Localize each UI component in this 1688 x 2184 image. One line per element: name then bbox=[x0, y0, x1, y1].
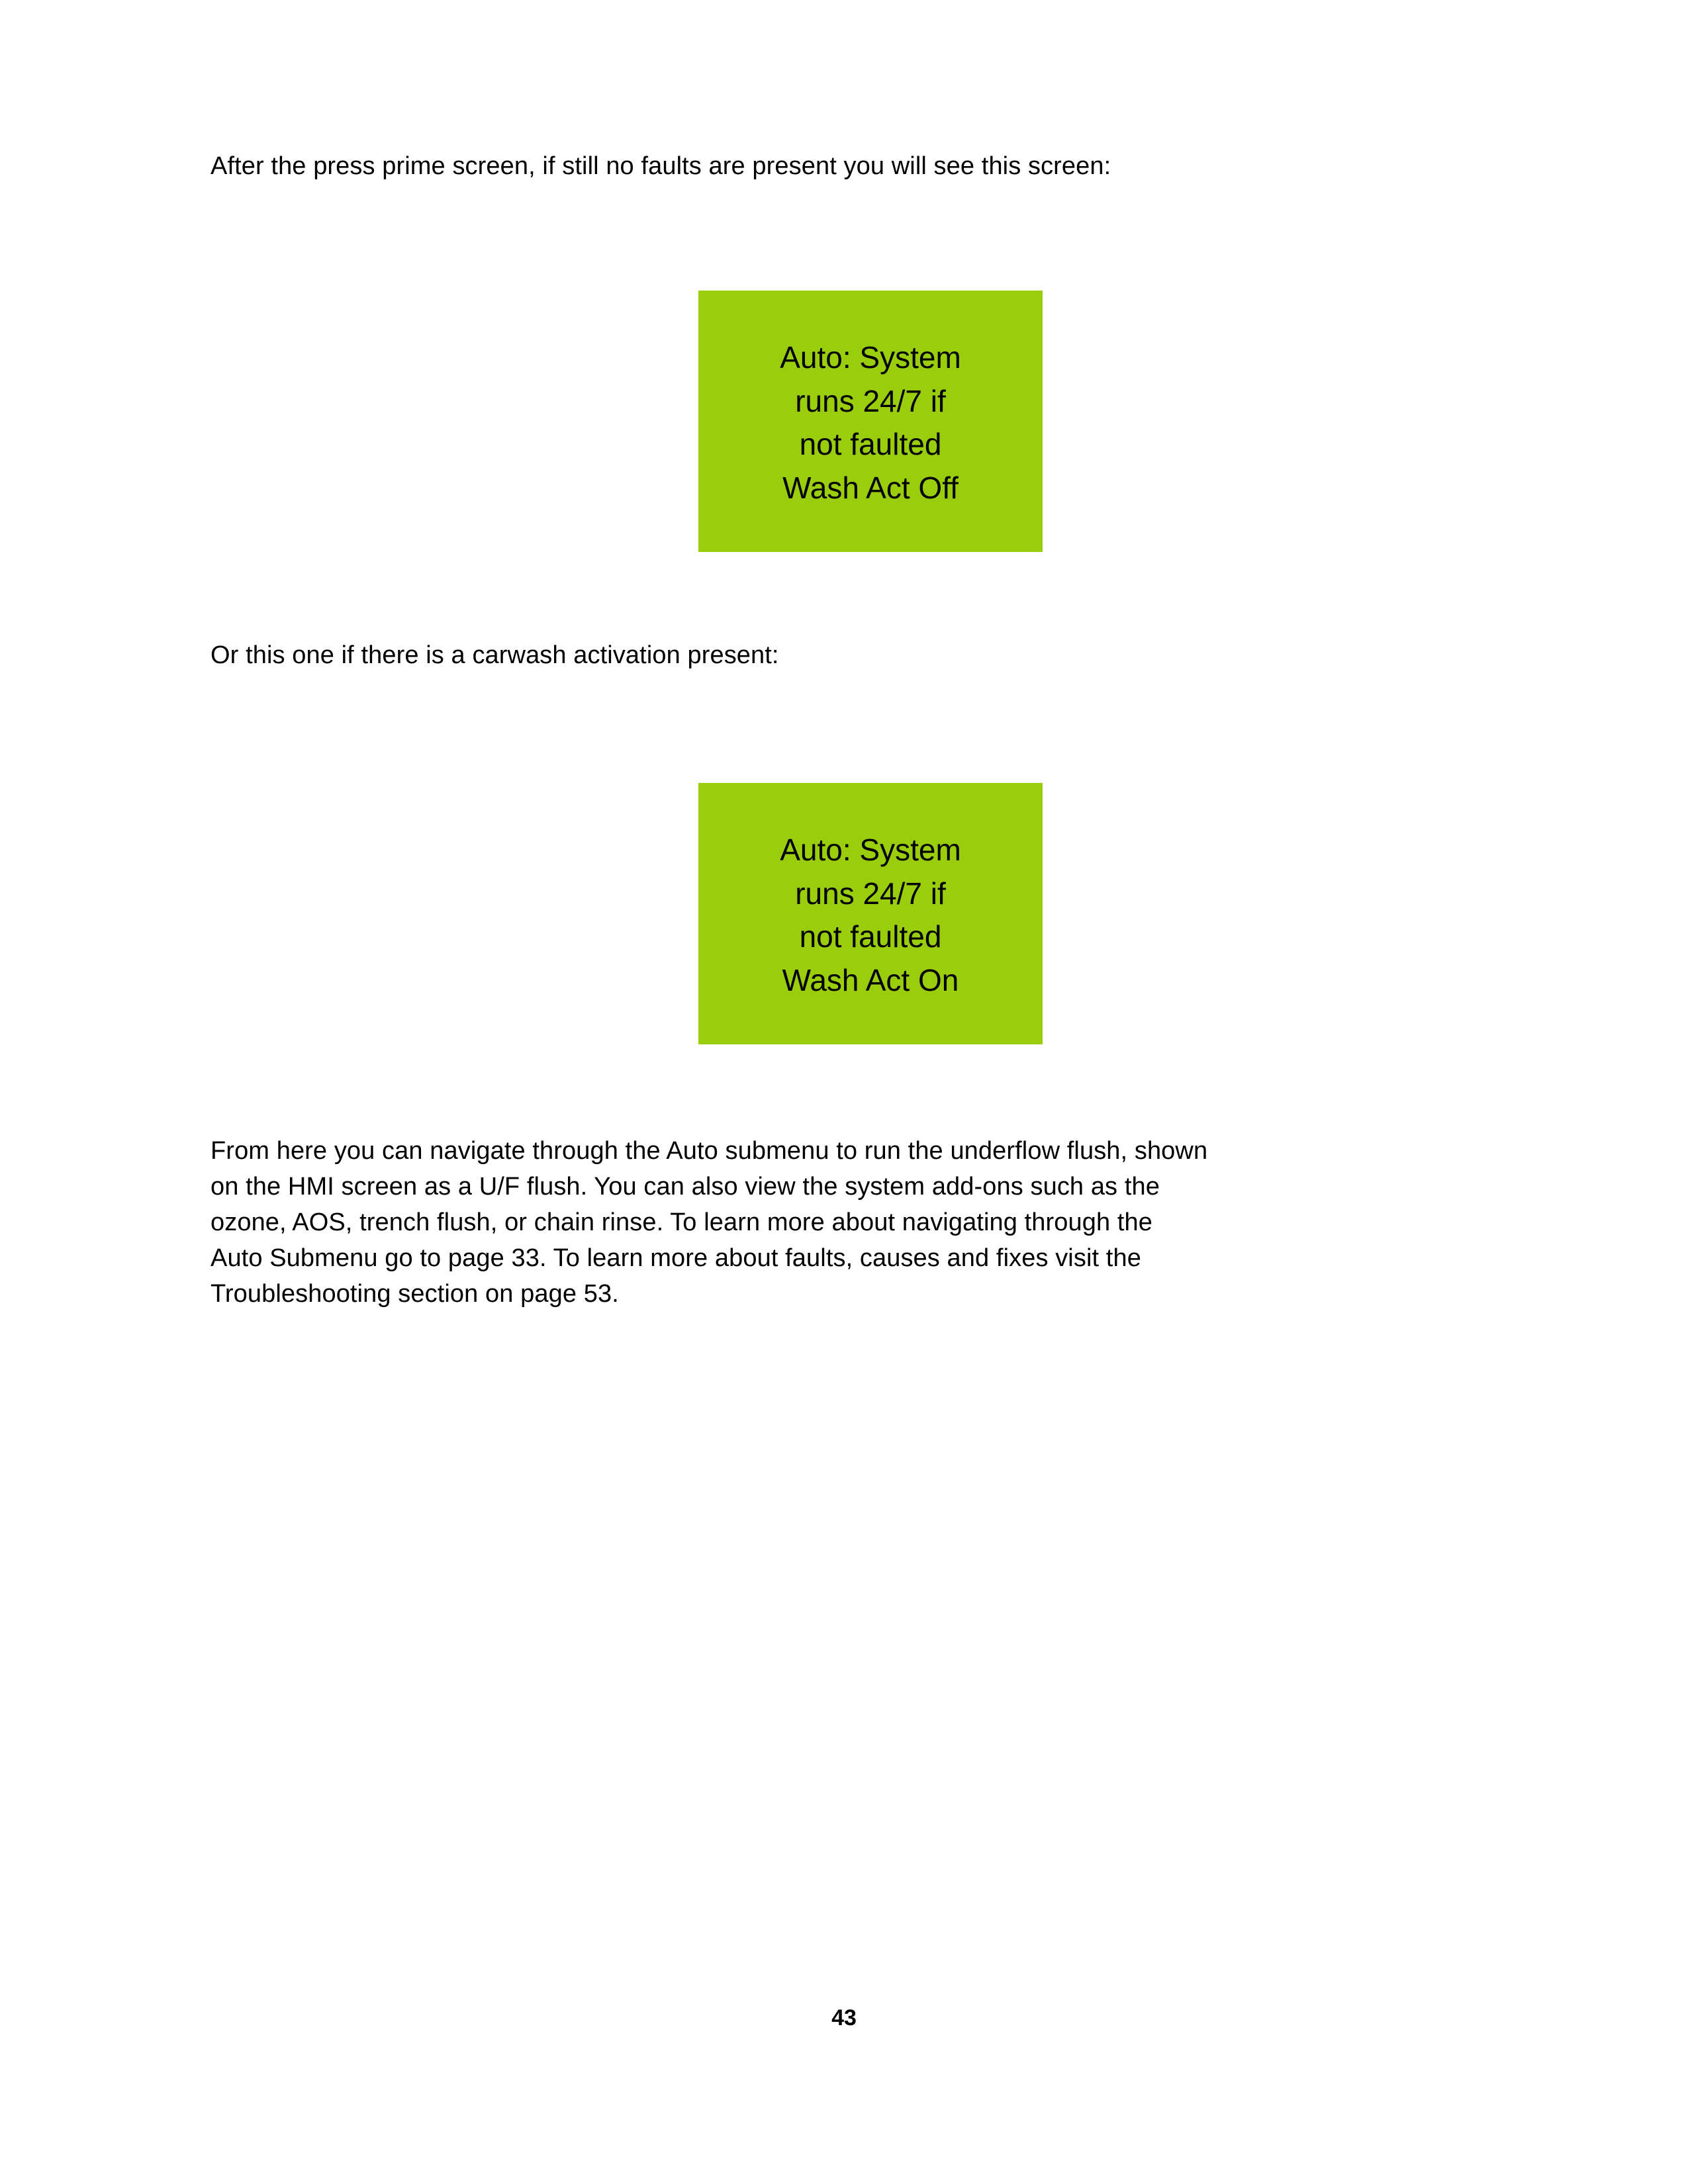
page-content bbox=[211, 149, 1498, 1312]
hmi-line: runs 24/7 if bbox=[795, 876, 946, 911]
closing-line: ozone, AOS, trench flush, or chain rinse. To learn more about navigating through the bbox=[211, 1208, 1153, 1236]
spacer bbox=[211, 1044, 1498, 1134]
closing-line: on the HMI screen as a U/F flush. You can also view the system add-ons such as the bbox=[211, 1172, 1160, 1201]
hmi-line: not faulted bbox=[799, 919, 942, 954]
hmi-screen-1-wrap bbox=[211, 291, 1498, 552]
closing-paragraph bbox=[211, 1134, 1498, 1312]
hmi-line: Wash Act Off bbox=[782, 471, 959, 506]
hmi-line: Wash Act On bbox=[782, 963, 959, 998]
hmi-screen-2-wrap bbox=[211, 783, 1498, 1044]
closing-line: From here you can navigate through the Auto submenu to run the underflow flush, shown bbox=[211, 1136, 1208, 1165]
spacer bbox=[211, 674, 1498, 783]
hmi-line: runs 24/7 if bbox=[795, 383, 946, 418]
spacer bbox=[211, 185, 1498, 291]
spacer bbox=[211, 552, 1498, 638]
intro-paragraph: After the press prime screen, if still no faults are present you will see this screen: bbox=[211, 152, 1111, 180]
second-paragraph: Or this one if there is a carwash activation present: bbox=[211, 641, 779, 669]
page-number: 43 bbox=[831, 2005, 857, 2030]
hmi-line: not faulted bbox=[799, 427, 942, 462]
hmi-line: Auto: System bbox=[780, 340, 961, 375]
closing-line: Auto Submenu go to page 33. To learn more about faults, causes and fixes visit the bbox=[211, 1244, 1141, 1272]
hmi-screen-auto-wash-act-on bbox=[698, 783, 1043, 1044]
closing-line: Troubleshooting section on page 53. bbox=[211, 1279, 619, 1308]
hmi-screen-auto-wash-act-off bbox=[698, 291, 1043, 552]
hmi-line: Auto: System bbox=[780, 832, 961, 867]
